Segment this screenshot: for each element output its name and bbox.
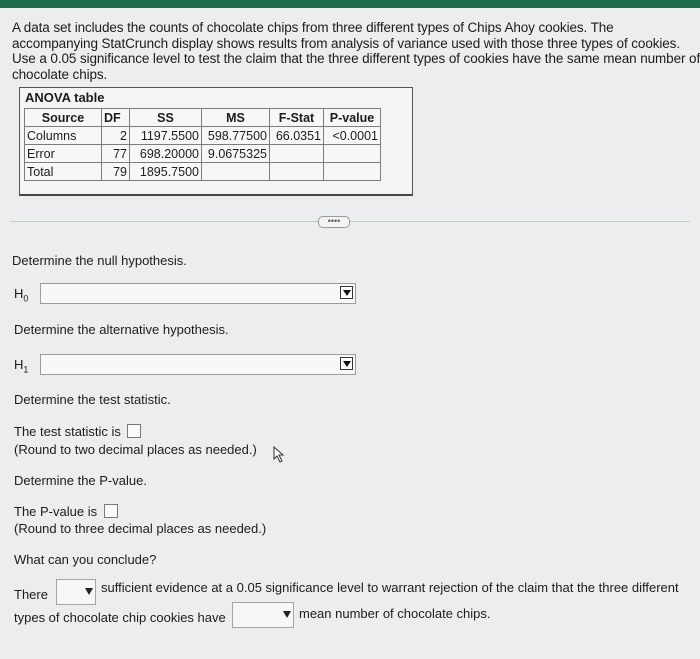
table-cell: 1895.7500 xyxy=(130,163,202,181)
null-hypothesis-prompt: Determine the null hypothesis. xyxy=(12,253,187,268)
conclusion-prompt: What can you conclude? xyxy=(14,552,157,567)
alternative-hypothesis-prompt: Determine the alternative hypothesis. xyxy=(14,322,229,337)
table-row xyxy=(25,127,381,145)
header-df: DF xyxy=(102,109,130,127)
conclusion-evidence-dropdown[interactable] xyxy=(56,579,96,605)
conclusion-line2-start: types of chocolate chip cookies have xyxy=(14,610,226,625)
table-cell: 2 xyxy=(102,127,130,145)
anova-table-title: ANOVA table xyxy=(25,90,105,105)
table-cell xyxy=(270,145,324,163)
header-fstat: F-Stat xyxy=(270,109,324,127)
top-header-bar xyxy=(0,0,700,8)
problem-line: A data set includes the counts of chocolate chips from three different types of Chips Ahoy cookies. The xyxy=(12,20,614,35)
table-cell xyxy=(324,163,381,181)
header-source: Source xyxy=(25,109,102,127)
dropdown-arrow-icon xyxy=(85,588,93,595)
table-cell: Error xyxy=(25,145,102,163)
table-cell: 79 xyxy=(102,163,130,181)
table-cell: 66.0351 xyxy=(270,127,324,145)
p-value-input[interactable] xyxy=(104,504,118,518)
problem-line: accompanying StatCrunch display shows results from analysis of variance used with those three types of cookies. xyxy=(12,35,680,51)
header-ss: SS xyxy=(130,109,202,127)
table-cell xyxy=(324,145,381,163)
anova-table-panel xyxy=(19,87,413,196)
header-pvalue: P-value xyxy=(324,109,381,127)
problem-line: chocolate chips. xyxy=(12,66,108,82)
test-statistic-line: The test statistic is xyxy=(14,424,121,439)
dropdown-arrow-icon xyxy=(340,357,353,370)
conclusion-line2-end: mean number of chocolate chips. xyxy=(299,606,491,621)
p-value-note: (Round to three decimal places as needed.) xyxy=(14,521,267,536)
problem-line: Use a 0.05 significance level to test the claim that the three different types of cookies have the same mean number of xyxy=(12,51,700,66)
table-cell: 77 xyxy=(102,145,130,163)
table-row xyxy=(25,163,381,181)
table-cell xyxy=(202,163,270,181)
p-value-line: The P-value is xyxy=(14,504,98,519)
alternative-hypothesis-dropdown[interactable] xyxy=(40,354,356,375)
table-cell: 9.0675325 xyxy=(202,145,270,163)
table-cell: Total xyxy=(25,163,102,181)
dropdown-arrow-icon xyxy=(283,611,291,618)
table-cell: 598.77500 xyxy=(202,127,270,145)
null-hypothesis-dropdown[interactable] xyxy=(40,283,356,304)
mouse-cursor-icon xyxy=(272,446,288,464)
expand-more-button[interactable]: •••• xyxy=(318,216,350,228)
conclusion-there: There xyxy=(14,587,48,602)
alternative-hypothesis-label: $H_1$ xyxy=(14,357,29,375)
table-cell: Columns xyxy=(25,127,102,145)
table-row xyxy=(25,145,381,163)
table-cell xyxy=(270,163,324,181)
header-ms: MS xyxy=(202,109,270,127)
null-hypothesis-label: $H_0$ xyxy=(14,286,29,304)
table-cell: <0.0001 xyxy=(324,127,381,145)
dropdown-arrow-icon xyxy=(340,286,353,299)
p-value-prompt: Determine the P-value. xyxy=(14,473,147,488)
table-header-row xyxy=(25,109,381,127)
conclusion-middle-text: sufficient evidence at a 0.05 significance level to warrant rejection of the claim that the three different xyxy=(101,580,679,595)
anova-table xyxy=(24,108,381,181)
conclusion-mean-dropdown[interactable] xyxy=(232,602,294,628)
test-statistic-note: (Round to two decimal places as needed.) xyxy=(14,442,257,457)
test-statistic-input[interactable] xyxy=(127,424,141,438)
problem-statement xyxy=(12,20,700,82)
test-statistic-prompt: Determine the test statistic. xyxy=(14,392,171,407)
table-cell: 698.20000 xyxy=(130,145,202,163)
section-divider xyxy=(10,221,690,222)
table-cell: 1197.5500 xyxy=(130,127,202,145)
